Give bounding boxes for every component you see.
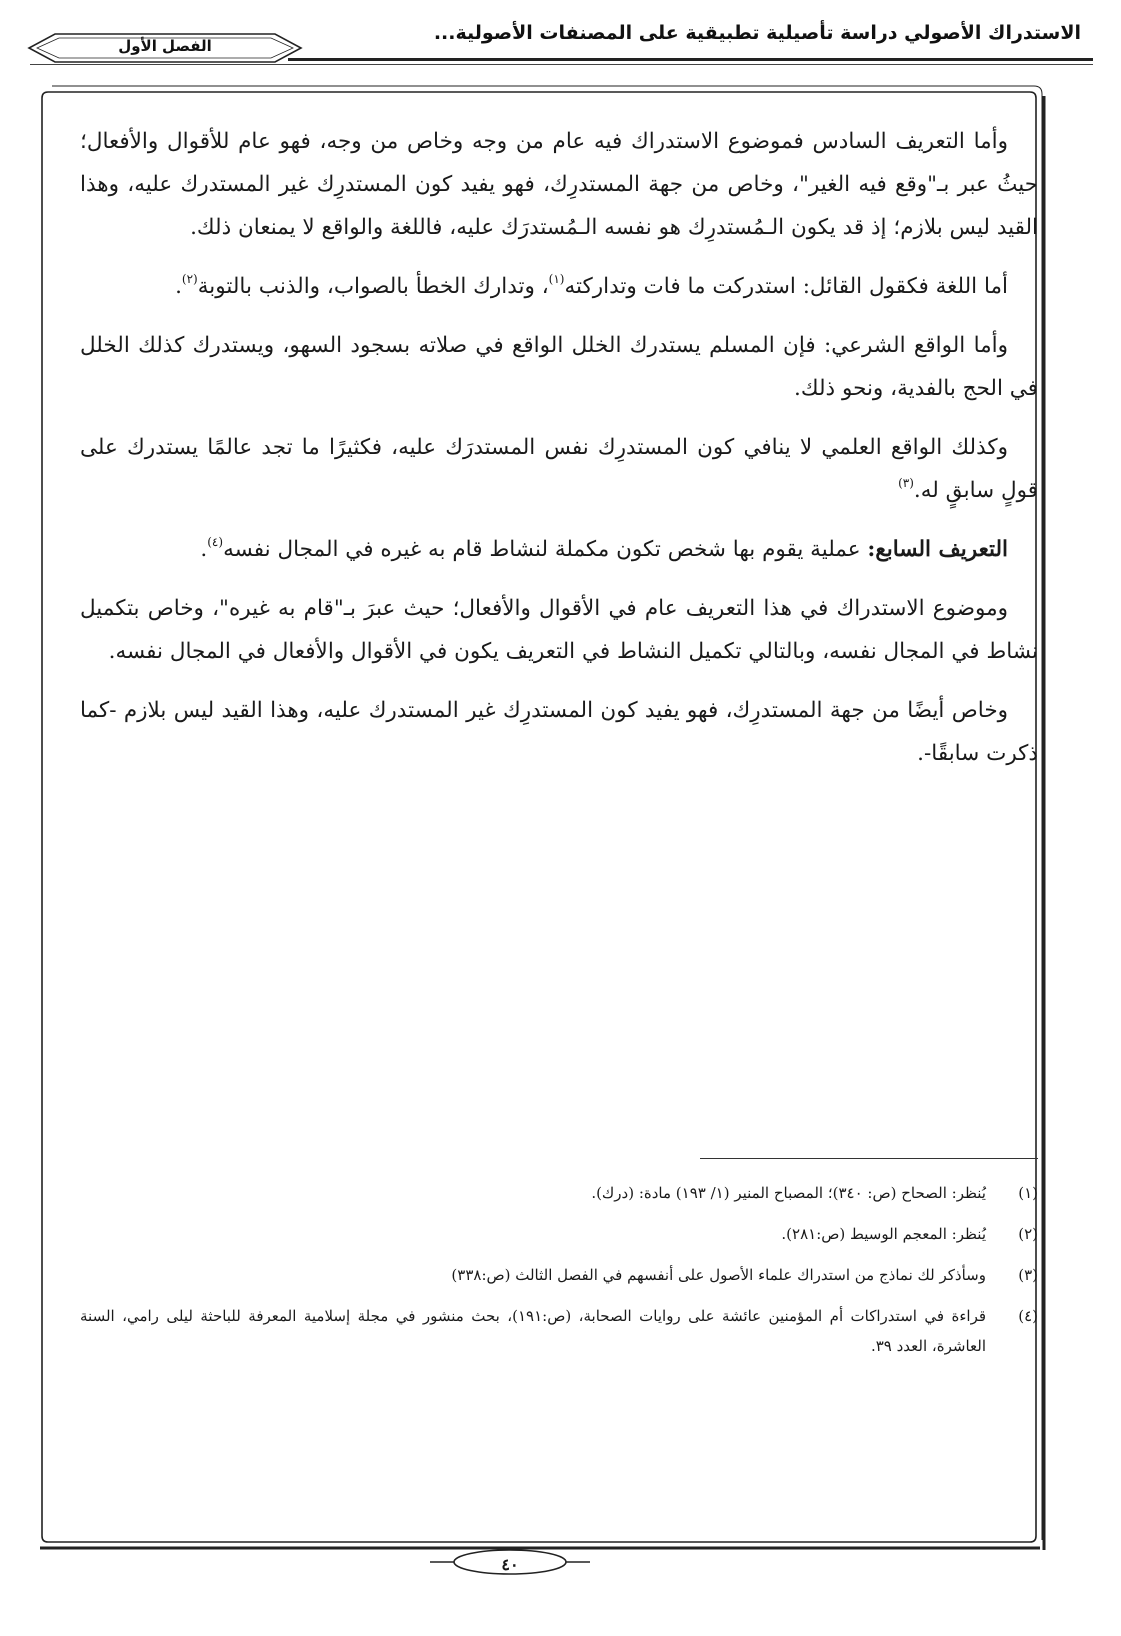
paragraph-specific: وخاص أيضًا من جهة المستدرِك، فهو يفيد كون المستدرِك غير المستدرك عليه، وهذا القيد ليس بلازم -كما ذكرت سابقًا-. — [80, 698, 1038, 766]
paragraph-subject: وموضوع الاستدراك في هذا التعريف عام في الأقوال والأفعال؛ حيث عبرَ بـ"قام به غيره"، وخاص بتكميل نشاط في المجال نفسه، وبالتالي تكميل النشاط في التعريف يكون في الأقوال والأفعال في المجال نفسه. — [80, 596, 1038, 664]
footnote-text: وسأذكر لك نماذج من استدراك علماء الأصول على أنفسهم في الفصل الثالث (ص:٣٣٨) — [451, 1266, 986, 1284]
chapter-tab — [25, 28, 305, 68]
paragraph-sharia-reality: وأما الواقع الشرعي: فإن المسلم يستدرك الخلل الواقع في صلاته بسجود السهو، ويستدرك كذلك الخلل في الحج بالفدية، ونحو ذلك. — [80, 333, 1038, 401]
paragraph-language-text: أما اللغة فكقول القائل: استدركت ما فات وتداركته — [564, 274, 1008, 299]
footnote-item — [80, 1178, 1038, 1208]
footnote-item — [80, 1219, 1038, 1249]
book-title: الاستدراك الأصولي دراسة تأصيلية تطبيقية على المصنفات الأصولية... — [433, 22, 1081, 44]
footnote-ref-4[interactable]: (٤) — [207, 535, 224, 549]
paragraph-language-end: . — [175, 274, 182, 299]
footnote-ref-2[interactable]: (٢) — [181, 272, 198, 286]
page-number: ٤٠ — [501, 1555, 519, 1574]
footnote-text: قراءة في استدراكات أم المؤمنين عائشة على روايات الصحابة، (ص:١٩١)، بحث منشور في مجلة إسلامية المعرفة للباحثة ليلى رامي، السنة العاشرة، العدد ٣٩. — [80, 1307, 987, 1355]
paragraph-scholarly-reality — [80, 426, 1038, 512]
footnote-number: (١) — [1018, 1184, 1038, 1202]
footnote-ref-1[interactable]: (١) — [548, 272, 565, 286]
paragraph-sixth-definition: وأما التعريف السادس فموضوع الاستدراك فيه عام من وجه وخاص من وجه، فهو عام للأقوال والأفعال؛ حيثُ عبر بـ"وقع فيه الغير"، وخاص من جهة المستدرِك، فهو يفيد كون المستدرِك غير المستدرك عليه، وهذا القيد ليس بلازم؛ إذ قد يكون الـمُستدرِك هو نفسه الـمُستدرَك عليه، فاللغة والواقع لا يمنعان ذلك. — [80, 129, 1038, 240]
footnotes — [80, 1178, 1038, 1372]
footnote-item — [80, 1301, 1038, 1361]
footnote-item — [80, 1260, 1038, 1290]
seventh-definition-end: . — [200, 537, 208, 562]
seventh-definition-heading: التعريف السابع: — [867, 537, 1008, 562]
footnote-separator — [700, 1158, 1038, 1159]
paragraph-seventh-definition — [80, 528, 1038, 571]
body-text — [80, 120, 1038, 791]
seventh-definition-text: عملية يقوم بها شخص تكون مكملة لنشاط قام به غيره في المجال نفسه — [223, 537, 868, 562]
paragraph-scholarly-text: وكذلك الواقع العلمي لا ينافي كون المستدرِك نفس المستدرَك عليه، فكثيرًا ما تجد عالمًا يستدرك على قولٍ سابقٍ له. — [80, 435, 1038, 503]
footnote-text: يُنظر: الصحاح (ص: ٣٤٠)؛ المصباح المنير (١/ ١٩٣) مادة: (درك). — [591, 1184, 986, 1202]
footnote-number: (٤) — [1018, 1307, 1038, 1325]
page-header — [0, 0, 1121, 70]
header-rule — [288, 58, 1093, 61]
footnote-number: (٣) — [1018, 1266, 1038, 1284]
header-rule-thin — [30, 64, 1093, 65]
paragraph-language — [80, 265, 1038, 308]
footnote-ref-3[interactable]: (٣) — [898, 476, 914, 490]
footnote-number: (٢) — [1018, 1225, 1038, 1243]
paragraph-language-tail: ، وتدارك الخطأ بالصواب، والذنب بالتوبة — [197, 274, 549, 299]
footnote-text: يُنظر: المعجم الوسيط (ص:٢٨١). — [781, 1225, 986, 1243]
chapter-label: الفصل الأول — [118, 37, 212, 55]
